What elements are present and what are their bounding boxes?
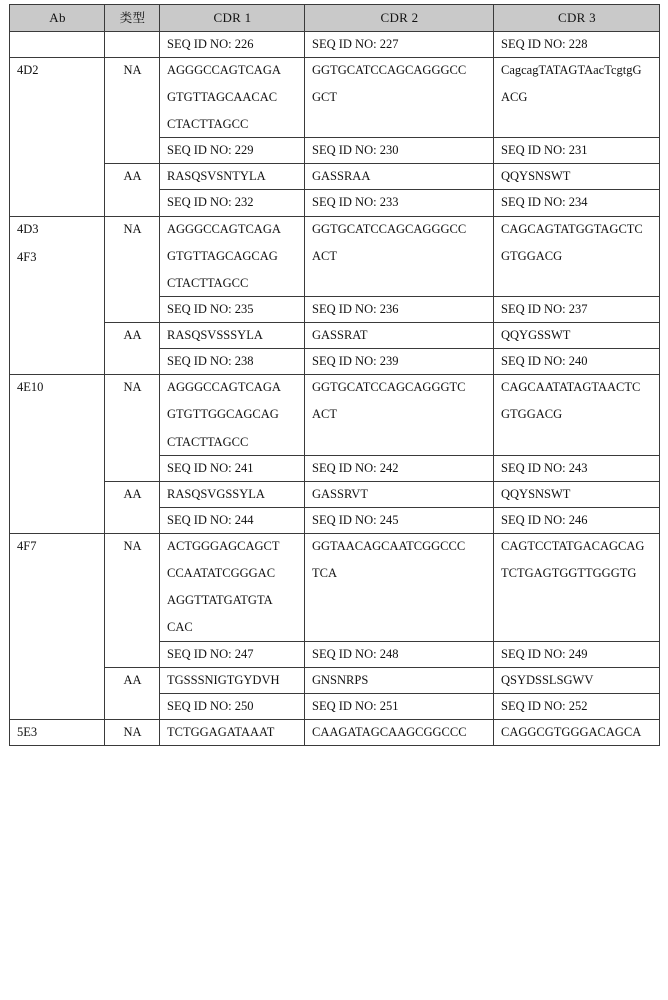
cell-aa-cdr1-3: RASQSVGSSYLA [160,481,305,507]
seq-segment: CAAGATAGCAAGCGGCCC [312,724,467,739]
table-body [10,31,660,745]
seq-segment: CAGGCGTGGGACAGCA [501,724,642,739]
table-row [10,57,660,137]
cell-type-aa-4: AA [105,667,160,719]
cell-na-cdr1-3 [160,375,305,455]
column-header-ab: Ab [10,5,105,32]
cell-seqid-cdr2: SEQ ID NO: 251 [305,693,494,719]
table-row [10,534,660,642]
seq-segment: CAC [167,620,193,635]
cell-aa-cdr2-2: GASSRAT [305,323,494,349]
seq-segment: GTGTTAGCAGCAG [167,248,278,263]
cell-seqid-cdr3: SEQ ID NO: 231 [494,138,660,164]
cell-seqid-cdr2: SEQ ID NO: 230 [305,138,494,164]
table-row [10,375,660,455]
ab-label: 4F7 [17,539,37,554]
seq-segment: ACG [501,89,528,104]
cell-type-na-2: NA [105,216,160,323]
cell-seqid-cdr1: SEQ ID NO: 232 [160,190,305,216]
table-row [10,481,660,507]
column-header-type: 类型 [105,5,160,32]
cell-aa-cdr2-4: GNSNRPS [305,667,494,693]
seq-segment: ACT [312,248,337,263]
cell-seqid-cdr2: SEQ ID NO: 239 [305,349,494,375]
seq-segment: CTACTTAGCC [167,117,249,132]
cell-ab-empty [10,31,105,57]
ab-label: 4F3 [17,249,37,264]
seq-segment: GTGTTAGCAACAC [167,89,278,104]
seq-segment: CAGCAGTATGGTAGCTC [501,221,643,236]
table-row [10,216,660,296]
seq-segment: GCT [312,89,337,104]
cell-ab-group-2 [10,216,105,375]
cell-type-empty [105,31,160,57]
cell-aa-cdr1-2: RASQSVSSSYLA [160,323,305,349]
cell-seqid-cdr3: SEQ ID NO: 249 [494,641,660,667]
cell-aa-cdr2-3: GASSRVT [305,481,494,507]
cell-seqid-cdr2: SEQ ID NO: 227 [305,31,494,57]
cell-na-cdr2-2 [305,216,494,296]
cell-seqid-cdr1: SEQ ID NO: 244 [160,507,305,533]
seq-segment: GGTGCATCCAGCAGGGCC [312,62,467,77]
cell-seqid-cdr3: SEQ ID NO: 252 [494,693,660,719]
table-row [10,164,660,190]
cell-na-cdr1-2 [160,216,305,296]
table-row [10,667,660,693]
cell-na-cdr1-1 [160,57,305,137]
ab-label: 4D2 [17,62,39,77]
cell-seqid-cdr1: SEQ ID NO: 229 [160,138,305,164]
seq-segment: TCA [312,566,337,581]
header-row [10,5,660,32]
cell-seqid-cdr3: SEQ ID NO: 237 [494,296,660,322]
seq-segment: CAGTCCTATGACAGCAG [501,539,645,554]
cell-seqid-cdr3: SEQ ID NO: 234 [494,190,660,216]
seq-segment: AGGGCCAGTCAGA [167,380,281,395]
seq-segment: CCAATATCGGGAC [167,566,276,581]
cell-seqid-cdr2: SEQ ID NO: 236 [305,296,494,322]
cell-na-cdr3-2 [494,216,660,296]
seq-segment: TCTGGAGATAAAT [167,724,275,739]
cell-aa-cdr3-2: QQYGSSWT [494,323,660,349]
cell-type-na-4: NA [105,534,160,668]
table-row [10,719,660,745]
seq-segment: CTACTTAGCC [167,275,249,290]
ab-label: 4D3 [17,221,39,236]
seq-segment: GTGGACG [501,248,563,263]
cell-type-aa-2: AA [105,323,160,375]
seq-segment: CAGCAATATAGTAACTC [501,380,641,395]
cell-seqid-cdr1: SEQ ID NO: 226 [160,31,305,57]
cell-ab-group-1 [10,57,105,216]
seq-segment: TCTGAGTGGTTGGGTG [501,566,637,581]
cell-na-cdr3-3 [494,375,660,455]
seq-segment: CTACTTAGCC [167,434,249,449]
ab-label: 4E10 [17,380,44,395]
cell-seqid-cdr1: SEQ ID NO: 235 [160,296,305,322]
seq-segment: CagcagTATAGTAacTcgtgG [501,62,642,77]
cell-type-na-5: NA [105,719,160,745]
cell-na-cdr2-5 [305,719,494,745]
ab-label: 5E3 [17,724,38,739]
cell-seqid-cdr3: SEQ ID NO: 243 [494,455,660,481]
seq-segment: AGGGCCAGTCAGA [167,221,281,236]
cell-ab-group-3 [10,375,105,534]
seq-segment: ACTGGGAGCAGCT [167,539,280,554]
cell-type-na-1: NA [105,57,160,164]
column-header-cdr1: CDR 1 [160,5,305,32]
cell-seqid-cdr2: SEQ ID NO: 242 [305,455,494,481]
cell-ab-group-5 [10,719,105,745]
seq-segment: AGGTTATGATGTA [167,593,273,608]
cell-aa-cdr2-1: GASSRAA [305,164,494,190]
seq-segment: ACT [312,407,337,422]
cell-type-aa-3: AA [105,481,160,533]
seq-segment: GTGGACG [501,407,563,422]
cell-seqid-cdr1: SEQ ID NO: 247 [160,641,305,667]
table-row [10,31,660,57]
seq-segment: GGTAACAGCAATCGGCCC [312,539,466,554]
cell-seqid-cdr1: SEQ ID NO: 238 [160,349,305,375]
cell-na-cdr2-3 [305,375,494,455]
cell-na-cdr3-1 [494,57,660,137]
seq-segment: GTGTTGGCAGCAG [167,407,279,422]
cell-aa-cdr3-3: QQYSNSWT [494,481,660,507]
cell-na-cdr3-4 [494,534,660,642]
cdr-sequence-table [9,4,660,746]
cell-seqid-cdr1: SEQ ID NO: 241 [160,455,305,481]
cell-seqid-cdr2: SEQ ID NO: 233 [305,190,494,216]
cell-seqid-cdr3: SEQ ID NO: 240 [494,349,660,375]
column-header-cdr2: CDR 2 [305,5,494,32]
cell-na-cdr1-4 [160,534,305,642]
cell-seqid-cdr1: SEQ ID NO: 250 [160,693,305,719]
seq-segment: GGTGCATCCAGCAGGGTC [312,380,466,395]
cell-na-cdr1-5 [160,719,305,745]
cell-na-cdr2-1 [305,57,494,137]
cell-aa-cdr1-4: TGSSSNIGTGYDVH [160,667,305,693]
table-header [10,5,660,32]
cell-na-cdr3-5 [494,719,660,745]
cell-type-na-3: NA [105,375,160,482]
cell-ab-group-4 [10,534,105,720]
cell-seqid-cdr2: SEQ ID NO: 248 [305,641,494,667]
seq-segment: GGTGCATCCAGCAGGGCC [312,221,467,236]
cell-aa-cdr3-1: QQYSNSWT [494,164,660,190]
seq-segment: AGGGCCAGTCAGA [167,62,281,77]
cell-type-aa-1: AA [105,164,160,216]
cell-aa-cdr1-1: RASQSVSNTYLA [160,164,305,190]
cell-seqid-cdr3: SEQ ID NO: 228 [494,31,660,57]
table-row [10,323,660,349]
cell-seqid-cdr2: SEQ ID NO: 245 [305,507,494,533]
cell-seqid-cdr3: SEQ ID NO: 246 [494,507,660,533]
cell-aa-cdr3-4: QSYDSSLSGWV [494,667,660,693]
column-header-cdr3: CDR 3 [494,5,660,32]
cell-na-cdr2-4 [305,534,494,642]
